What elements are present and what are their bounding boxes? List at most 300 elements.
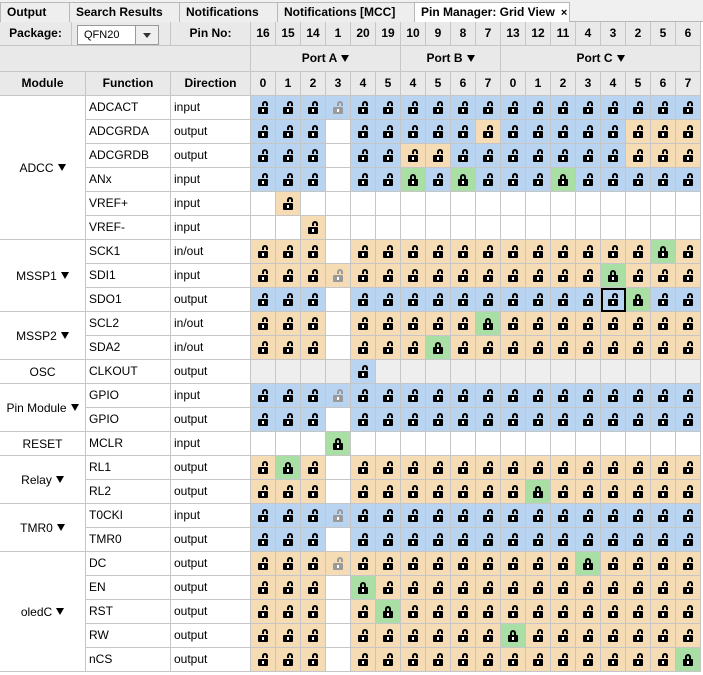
module-mssp1[interactable] — [0, 240, 86, 312]
pin-cell[interactable] — [526, 456, 551, 480]
pin-cell[interactable] — [401, 192, 426, 216]
pin-cell[interactable] — [476, 600, 501, 624]
pin-cell[interactable] — [376, 144, 401, 168]
pin-cell[interactable] — [451, 192, 476, 216]
pin-cell[interactable] — [426, 144, 451, 168]
pin-cell[interactable] — [451, 432, 476, 456]
pin-cell[interactable] — [651, 384, 676, 408]
pin-cell[interactable] — [326, 432, 351, 456]
pin-cell[interactable] — [526, 408, 551, 432]
pin-cell[interactable] — [476, 192, 501, 216]
pin-cell[interactable] — [376, 240, 401, 264]
pin-cell[interactable] — [301, 96, 326, 120]
pin-cell[interactable] — [351, 648, 376, 672]
pin-cell[interactable] — [676, 168, 701, 192]
pin-cell[interactable] — [501, 264, 526, 288]
pin-cell[interactable] — [601, 264, 626, 288]
pin-cell[interactable] — [451, 120, 476, 144]
pin-cell[interactable] — [351, 552, 376, 576]
pin-cell[interactable] — [376, 120, 401, 144]
pin-cell[interactable] — [676, 648, 701, 672]
pin-cell[interactable] — [401, 552, 426, 576]
pin-cell[interactable] — [451, 360, 476, 384]
pin-cell[interactable] — [526, 552, 551, 576]
pin-cell[interactable] — [451, 576, 476, 600]
pin-cell[interactable] — [351, 168, 376, 192]
pin-cell[interactable] — [376, 528, 401, 552]
tab-pin-manager-grid-view[interactable] — [414, 2, 570, 23]
pin-cell[interactable] — [426, 192, 451, 216]
pin-cell[interactable] — [251, 120, 276, 144]
pin-cell[interactable] — [426, 120, 451, 144]
pin-cell[interactable] — [401, 456, 426, 480]
pin-cell[interactable] — [676, 504, 701, 528]
pin-cell[interactable] — [376, 384, 401, 408]
pin-cell[interactable] — [326, 96, 351, 120]
pin-cell[interactable] — [676, 120, 701, 144]
pin-cell[interactable] — [651, 336, 676, 360]
pin-cell[interactable] — [626, 96, 651, 120]
pin-cell[interactable] — [676, 384, 701, 408]
pin-cell[interactable] — [276, 168, 301, 192]
pin-cell[interactable] — [351, 576, 376, 600]
pin-cell[interactable] — [326, 336, 351, 360]
pin-cell[interactable] — [551, 168, 576, 192]
pin-cell[interactable] — [601, 576, 626, 600]
pin-cell[interactable] — [651, 192, 676, 216]
pin-cell[interactable] — [551, 600, 576, 624]
pin-cell[interactable] — [376, 648, 401, 672]
pin-cell[interactable] — [326, 168, 351, 192]
pin-cell[interactable] — [401, 504, 426, 528]
pin-cell[interactable] — [601, 600, 626, 624]
pin-cell[interactable] — [401, 288, 426, 312]
pin-cell[interactable] — [376, 432, 401, 456]
pin-cell[interactable] — [326, 624, 351, 648]
pin-cell[interactable] — [251, 216, 276, 240]
pin-cell[interactable] — [676, 408, 701, 432]
pin-cell[interactable] — [651, 480, 676, 504]
pin-cell[interactable] — [301, 600, 326, 624]
pin-cell[interactable] — [676, 528, 701, 552]
pin-cell[interactable] — [551, 408, 576, 432]
pin-cell[interactable] — [476, 552, 501, 576]
pin-cell[interactable] — [526, 432, 551, 456]
pin-cell[interactable] — [551, 312, 576, 336]
pin-cell[interactable] — [426, 336, 451, 360]
pin-cell[interactable] — [301, 264, 326, 288]
pin-cell[interactable] — [601, 288, 626, 312]
pin-cell[interactable] — [501, 480, 526, 504]
pin-cell[interactable] — [351, 456, 376, 480]
pin-cell[interactable] — [351, 624, 376, 648]
pin-cell[interactable] — [551, 624, 576, 648]
pin-cell[interactable] — [251, 456, 276, 480]
pin-cell[interactable] — [326, 528, 351, 552]
pin-cell[interactable] — [276, 432, 301, 456]
pin-cell[interactable] — [476, 168, 501, 192]
pin-cell[interactable] — [526, 360, 551, 384]
pin-cell[interactable] — [251, 624, 276, 648]
pin-cell[interactable] — [301, 360, 326, 384]
pin-cell[interactable] — [326, 384, 351, 408]
pin-cell[interactable] — [501, 384, 526, 408]
pin-cell[interactable] — [401, 648, 426, 672]
pin-cell[interactable] — [576, 456, 601, 480]
pin-cell[interactable] — [451, 96, 476, 120]
pin-cell[interactable] — [376, 480, 401, 504]
pin-cell[interactable] — [676, 312, 701, 336]
pin-cell[interactable] — [501, 624, 526, 648]
pin-cell[interactable] — [426, 312, 451, 336]
pin-cell[interactable] — [676, 96, 701, 120]
pin-cell[interactable] — [351, 480, 376, 504]
pin-cell[interactable] — [526, 96, 551, 120]
pin-cell[interactable] — [276, 480, 301, 504]
pin-cell[interactable] — [326, 648, 351, 672]
pin-cell[interactable] — [401, 360, 426, 384]
pin-cell[interactable] — [676, 576, 701, 600]
pin-cell[interactable] — [476, 648, 501, 672]
pin-cell[interactable] — [551, 528, 576, 552]
pin-cell[interactable] — [276, 192, 301, 216]
module-adcc[interactable] — [0, 96, 86, 240]
pin-cell[interactable] — [551, 96, 576, 120]
pin-cell[interactable] — [601, 408, 626, 432]
pin-cell[interactable] — [276, 648, 301, 672]
pin-cell[interactable] — [301, 312, 326, 336]
pin-cell[interactable] — [351, 528, 376, 552]
pin-cell[interactable] — [251, 408, 276, 432]
pin-cell[interactable] — [351, 96, 376, 120]
pin-cell[interactable] — [601, 216, 626, 240]
pin-cell[interactable] — [301, 456, 326, 480]
pin-cell[interactable] — [626, 216, 651, 240]
pin-cell[interactable] — [451, 624, 476, 648]
pin-cell[interactable] — [526, 480, 551, 504]
pin-cell[interactable] — [326, 360, 351, 384]
pin-cell[interactable] — [676, 600, 701, 624]
pin-cell[interactable] — [426, 528, 451, 552]
pin-cell[interactable] — [626, 144, 651, 168]
pin-cell[interactable] — [551, 120, 576, 144]
pin-cell[interactable] — [551, 144, 576, 168]
pin-cell[interactable] — [576, 216, 601, 240]
pin-cell[interactable] — [251, 480, 276, 504]
pin-cell[interactable] — [276, 360, 301, 384]
pin-cell[interactable] — [276, 456, 301, 480]
pin-cell[interactable] — [351, 144, 376, 168]
pin-cell[interactable] — [476, 312, 501, 336]
pin-cell[interactable] — [276, 264, 301, 288]
pin-cell[interactable] — [251, 432, 276, 456]
pin-cell[interactable] — [676, 432, 701, 456]
pin-cell[interactable] — [551, 360, 576, 384]
pin-cell[interactable] — [401, 96, 426, 120]
pin-cell[interactable] — [626, 432, 651, 456]
pin-cell[interactable] — [401, 480, 426, 504]
pin-cell[interactable] — [676, 192, 701, 216]
tab-search-results[interactable] — [69, 2, 180, 22]
pin-cell[interactable] — [426, 648, 451, 672]
pin-cell[interactable] — [601, 96, 626, 120]
pin-cell[interactable] — [576, 600, 601, 624]
pin-cell[interactable] — [651, 408, 676, 432]
pin-cell[interactable] — [626, 624, 651, 648]
pin-cell[interactable] — [551, 648, 576, 672]
pin-cell[interactable] — [601, 624, 626, 648]
pin-cell[interactable] — [351, 312, 376, 336]
pin-cell[interactable] — [251, 192, 276, 216]
pin-cell[interactable] — [626, 528, 651, 552]
pin-cell[interactable] — [276, 408, 301, 432]
pin-cell[interactable] — [501, 288, 526, 312]
pin-cell[interactable] — [451, 408, 476, 432]
port-header[interactable] — [501, 46, 701, 72]
pin-cell[interactable] — [526, 624, 551, 648]
pin-cell[interactable] — [376, 312, 401, 336]
pin-cell[interactable] — [376, 264, 401, 288]
pin-cell[interactable] — [426, 600, 451, 624]
pin-cell[interactable] — [576, 168, 601, 192]
pin-cell[interactable] — [276, 312, 301, 336]
pin-cell[interactable] — [526, 192, 551, 216]
pin-cell[interactable] — [401, 120, 426, 144]
pin-cell[interactable] — [426, 432, 451, 456]
pin-cell[interactable] — [601, 312, 626, 336]
pin-cell[interactable] — [276, 624, 301, 648]
pin-cell[interactable] — [576, 96, 601, 120]
pin-cell[interactable] — [651, 96, 676, 120]
pin-cell[interactable] — [651, 168, 676, 192]
pin-cell[interactable] — [526, 600, 551, 624]
pin-cell[interactable] — [601, 432, 626, 456]
pin-cell[interactable] — [551, 504, 576, 528]
pin-cell[interactable] — [351, 384, 376, 408]
pin-cell[interactable] — [251, 360, 276, 384]
module-oledc[interactable] — [0, 552, 86, 672]
pin-cell[interactable] — [626, 288, 651, 312]
pin-cell[interactable] — [426, 168, 451, 192]
pin-cell[interactable] — [626, 576, 651, 600]
pin-cell[interactable] — [676, 144, 701, 168]
pin-cell[interactable] — [376, 576, 401, 600]
pin-cell[interactable] — [376, 168, 401, 192]
pin-cell[interactable] — [251, 576, 276, 600]
pin-cell[interactable] — [576, 384, 601, 408]
pin-cell[interactable] — [351, 192, 376, 216]
pin-cell[interactable] — [576, 624, 601, 648]
pin-cell[interactable] — [351, 600, 376, 624]
pin-cell[interactable] — [476, 96, 501, 120]
pin-cell[interactable] — [651, 120, 676, 144]
pin-cell[interactable] — [251, 552, 276, 576]
close-icon[interactable]: × — [560, 7, 568, 19]
pin-cell[interactable] — [551, 192, 576, 216]
pin-cell[interactable] — [526, 648, 551, 672]
pin-cell[interactable] — [451, 600, 476, 624]
pin-cell[interactable] — [376, 552, 401, 576]
pin-cell[interactable] — [301, 192, 326, 216]
pin-cell[interactable] — [651, 312, 676, 336]
pin-cell[interactable] — [626, 168, 651, 192]
pin-cell[interactable] — [451, 168, 476, 192]
pin-cell[interactable] — [376, 456, 401, 480]
pin-cell[interactable] — [451, 480, 476, 504]
pin-cell[interactable] — [351, 504, 376, 528]
port-header[interactable] — [401, 46, 501, 72]
pin-cell[interactable] — [451, 264, 476, 288]
pin-cell[interactable] — [376, 624, 401, 648]
pin-cell[interactable] — [476, 504, 501, 528]
pin-cell[interactable] — [601, 648, 626, 672]
pin-cell[interactable] — [526, 216, 551, 240]
pin-cell[interactable] — [401, 216, 426, 240]
pin-cell[interactable] — [501, 648, 526, 672]
pin-cell[interactable] — [501, 528, 526, 552]
pin-cell[interactable] — [476, 360, 501, 384]
pin-cell[interactable] — [626, 264, 651, 288]
pin-cell[interactable] — [276, 240, 301, 264]
pin-cell[interactable] — [426, 480, 451, 504]
pin-cell[interactable] — [451, 336, 476, 360]
pin-cell[interactable] — [301, 216, 326, 240]
pin-cell[interactable] — [676, 264, 701, 288]
pin-cell[interactable] — [326, 264, 351, 288]
pin-cell[interactable] — [626, 336, 651, 360]
pin-cell[interactable] — [251, 144, 276, 168]
pin-cell[interactable] — [426, 240, 451, 264]
pin-cell[interactable] — [251, 288, 276, 312]
pin-cell[interactable] — [301, 552, 326, 576]
pin-cell[interactable] — [301, 168, 326, 192]
pin-cell[interactable] — [576, 408, 601, 432]
pin-cell[interactable] — [326, 576, 351, 600]
pin-cell[interactable] — [401, 576, 426, 600]
pin-cell[interactable] — [276, 216, 301, 240]
pin-cell[interactable] — [451, 216, 476, 240]
pin-cell[interactable] — [401, 624, 426, 648]
pin-cell[interactable] — [351, 120, 376, 144]
pin-cell[interactable] — [651, 552, 676, 576]
pin-cell[interactable] — [526, 576, 551, 600]
pin-cell[interactable] — [601, 384, 626, 408]
pin-cell[interactable] — [626, 504, 651, 528]
pin-cell[interactable] — [576, 144, 601, 168]
pin-cell[interactable] — [251, 528, 276, 552]
pin-cell[interactable] — [426, 384, 451, 408]
pin-cell[interactable] — [651, 528, 676, 552]
pin-cell[interactable] — [276, 552, 301, 576]
package-dropdown-button[interactable] — [135, 26, 158, 44]
pin-cell[interactable] — [626, 312, 651, 336]
pin-cell[interactable] — [501, 600, 526, 624]
pin-cell[interactable] — [451, 456, 476, 480]
pin-cell[interactable] — [426, 456, 451, 480]
pin-cell[interactable] — [676, 456, 701, 480]
pin-cell[interactable] — [251, 240, 276, 264]
pin-cell[interactable] — [576, 360, 601, 384]
pin-cell[interactable] — [301, 648, 326, 672]
pin-cell[interactable] — [301, 528, 326, 552]
pin-cell[interactable] — [601, 528, 626, 552]
pin-cell[interactable] — [376, 216, 401, 240]
pin-cell[interactable] — [651, 240, 676, 264]
pin-cell[interactable] — [301, 240, 326, 264]
pin-cell[interactable] — [426, 264, 451, 288]
pin-cell[interactable] — [526, 168, 551, 192]
pin-cell[interactable] — [301, 432, 326, 456]
pin-cell[interactable] — [351, 360, 376, 384]
pin-cell[interactable] — [251, 504, 276, 528]
pin-cell[interactable] — [426, 552, 451, 576]
pin-cell[interactable] — [251, 264, 276, 288]
pin-cell[interactable] — [576, 576, 601, 600]
pin-cell[interactable] — [651, 360, 676, 384]
pin-cell[interactable] — [276, 528, 301, 552]
pin-cell[interactable] — [576, 240, 601, 264]
pin-cell[interactable] — [276, 600, 301, 624]
package-select[interactable] — [77, 25, 159, 45]
pin-cell[interactable] — [576, 192, 601, 216]
pin-cell[interactable] — [601, 144, 626, 168]
pin-cell[interactable] — [376, 336, 401, 360]
pin-cell[interactable] — [301, 624, 326, 648]
pin-cell[interactable] — [326, 120, 351, 144]
pin-cell[interactable] — [676, 288, 701, 312]
pin-cell[interactable] — [326, 192, 351, 216]
pin-cell[interactable] — [476, 408, 501, 432]
module-osc[interactable] — [0, 360, 86, 384]
pin-cell[interactable] — [551, 576, 576, 600]
pin-cell[interactable] — [401, 312, 426, 336]
tab-output[interactable] — [0, 2, 70, 22]
pin-cell[interactable] — [501, 456, 526, 480]
pin-cell[interactable] — [501, 120, 526, 144]
pin-cell[interactable] — [476, 456, 501, 480]
pin-cell[interactable] — [451, 144, 476, 168]
pin-cell[interactable] — [276, 576, 301, 600]
pin-cell[interactable] — [576, 120, 601, 144]
pin-cell[interactable] — [601, 168, 626, 192]
pin-cell[interactable] — [326, 240, 351, 264]
pin-cell[interactable] — [501, 432, 526, 456]
pin-cell[interactable] — [576, 480, 601, 504]
pin-cell[interactable] — [351, 408, 376, 432]
pin-cell[interactable] — [651, 504, 676, 528]
pin-cell[interactable] — [301, 504, 326, 528]
pin-cell[interactable] — [476, 120, 501, 144]
pin-cell[interactable] — [626, 552, 651, 576]
module-relay[interactable] — [0, 456, 86, 504]
pin-cell[interactable] — [601, 360, 626, 384]
pin-cell[interactable] — [401, 432, 426, 456]
pin-cell[interactable] — [576, 432, 601, 456]
pin-cell[interactable] — [551, 216, 576, 240]
port-header[interactable] — [251, 46, 401, 72]
pin-cell[interactable] — [426, 576, 451, 600]
pin-cell[interactable] — [301, 288, 326, 312]
pin-cell[interactable] — [476, 240, 501, 264]
pin-cell[interactable] — [501, 96, 526, 120]
pin-cell[interactable] — [651, 600, 676, 624]
pin-cell[interactable] — [326, 600, 351, 624]
pin-cell[interactable] — [426, 216, 451, 240]
pin-cell[interactable] — [301, 144, 326, 168]
pin-cell[interactable] — [426, 504, 451, 528]
pin-cell[interactable] — [551, 384, 576, 408]
pin-cell[interactable] — [526, 504, 551, 528]
